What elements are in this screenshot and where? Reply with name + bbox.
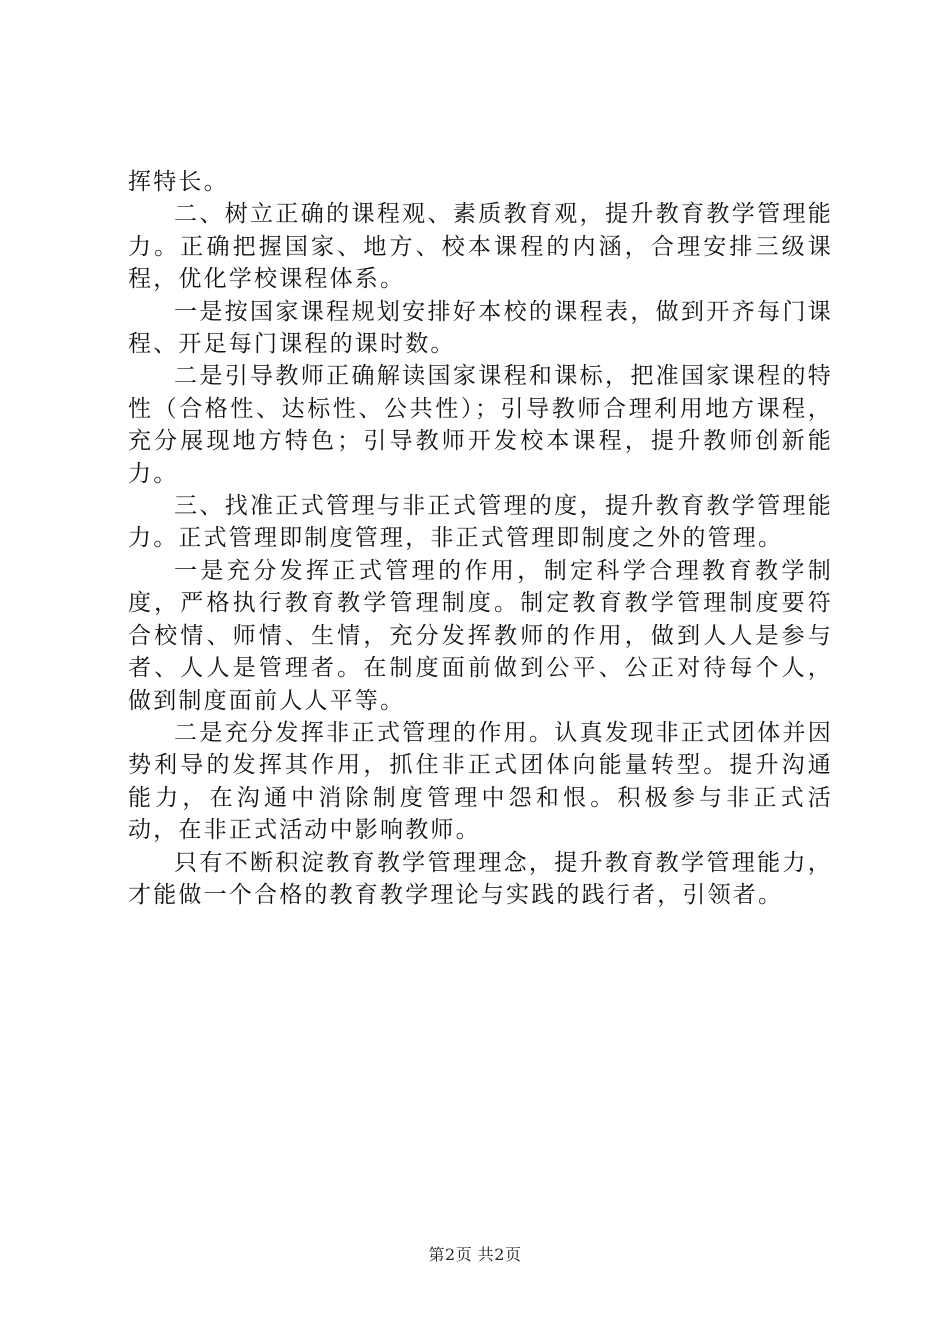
paragraph-continuation: 挥特长。	[128, 169, 229, 195]
paragraph-section-two: 二、树立正确的课程观、素质教育观，提升教育教学管理能力。正确把握国家、地方、校本课程的内涵，合理安排三级课程，优化学校课程体系。	[128, 201, 833, 293]
paragraph-section-three-point-one: 一是充分发挥正式管理的作用，制定科学合理教育教学制度，严格执行教育教学管理制度。制定教育教学管理制度要符合校情、师情、生情，充分发挥教师的作用，做到人人是参与者、人人是管理者。在制度面前做到公平、公正对待每个人，做到制度面前人人平等。	[128, 557, 833, 714]
paragraph-section-two-point-two: 二是引导教师正确解读国家课程和课标，把准国家课程的特性（合格性、达标性、公共性）；引导教师合理利用地方课程，充分展现地方特色；引导教师开发校本课程，提升教师创新能力。	[128, 363, 833, 487]
document-body	[128, 166, 833, 911]
paragraph-section-two-point-one: 一是按国家课程规划安排好本校的课程表，做到开齐每门课程、开足每门课程的课时数。	[128, 298, 833, 358]
page-footer: 第2页 共2页	[428, 1245, 522, 1264]
paragraph-section-three: 三、找准正式管理与非正式管理的度，提升教育教学管理能力。正式管理即制度管理，非正式管理即制度之外的管理。	[128, 493, 833, 552]
paragraph-section-three-point-two: 二是充分发挥非正式管理的作用。认真发现非正式团体并因势利导的发挥其作用，抓住非正式团体向能量转型。提升沟通能力，在沟通中消除制度管理中怨和恨。积极参与非正式活动，在非正式活动中影响教师。	[128, 719, 833, 844]
paragraph-conclusion: 只有不断积淀教育教学管理理念，提升教育教学管理能力，才能做一个合格的教育教学理论与实践的践行者，引领者。	[128, 849, 833, 908]
